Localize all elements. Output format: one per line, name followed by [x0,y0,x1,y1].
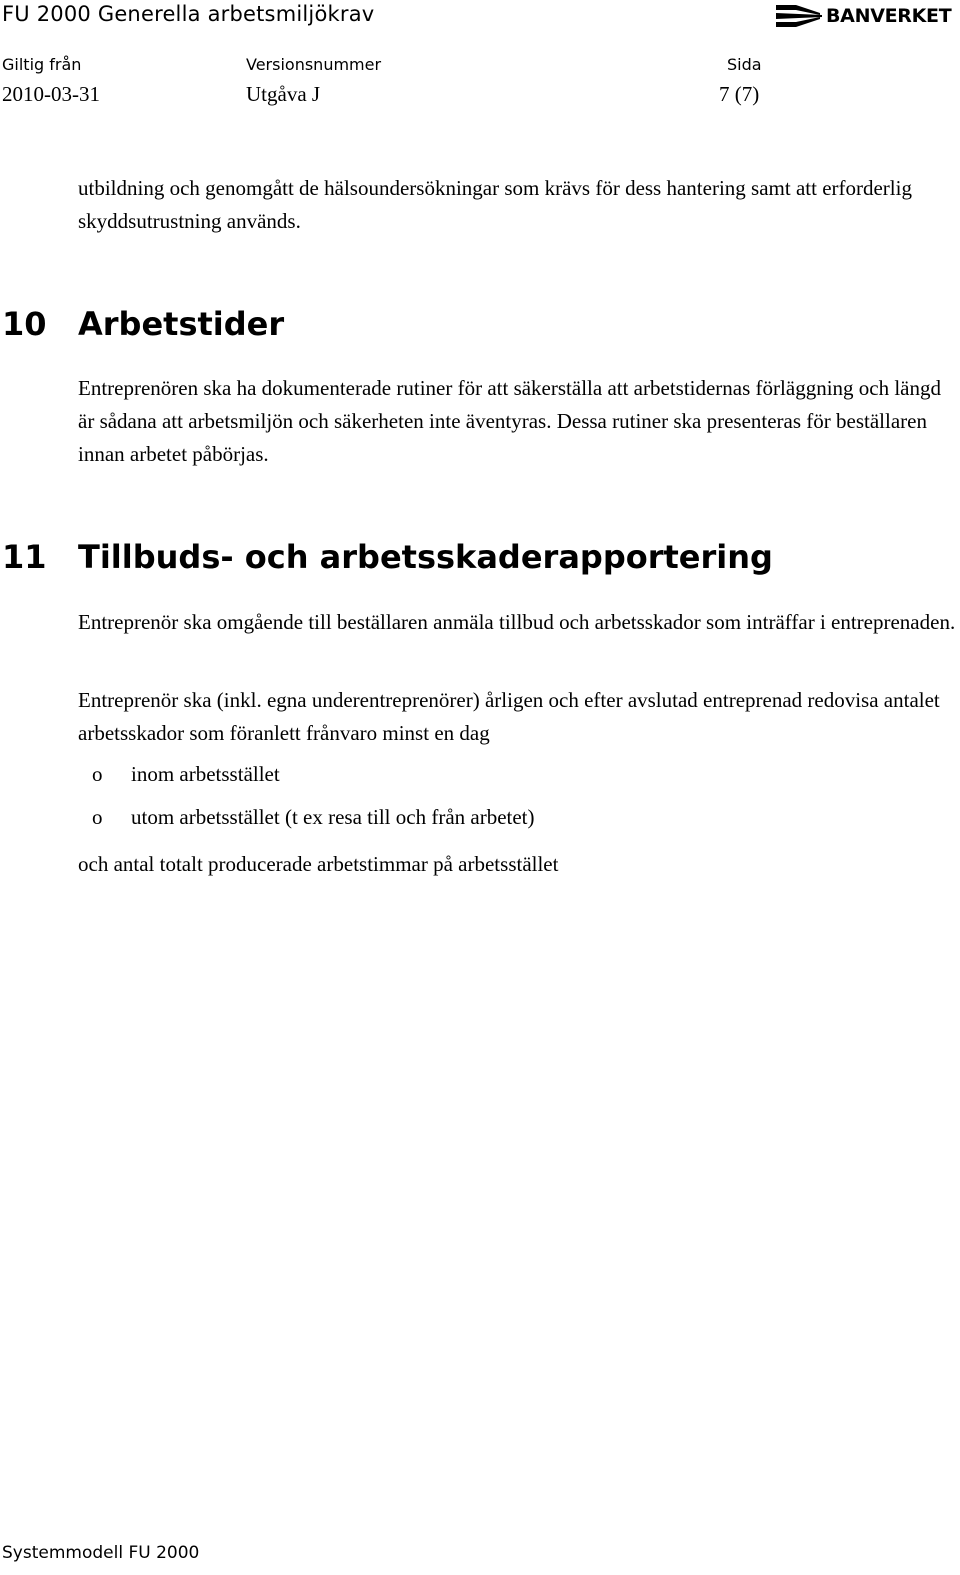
section-title: Tillbuds- och arbetsskaderapportering [78,538,773,576]
bullet-marker: o [92,805,103,829]
logo-text: BANVERKET [826,5,952,27]
valid-from-value: 2010-03-31 [2,82,100,106]
list-item: inom arbetsstället [131,762,280,786]
banverket-logo-icon [774,2,824,30]
section-10-paragraph: Entreprenören ska ha dokumenterade rutiner för att säkerställa att arbetstidernas förläggning och längd är sådana att arbetsmiljön och säkerheten inte äventyras. Dessa rutiner ska presenteras för beställaren innan arbetet påbörjas. [78,376,941,466]
valid-from-label: Giltig från [2,55,82,74]
document-title: FU 2000 Generella arbetsmiljökrav [2,2,375,26]
intro-paragraph: utbildning och genomgått de hälsoundersökningar som krävs för dess hantering samt att erforderlig skyddsutrustning används. [78,176,912,233]
page-label: Sida [727,55,762,74]
section-11-paragraph-1: Entreprenör ska omgående till beställaren anmäla tillbud och arbetsskador som inträffar i entreprenaden. [78,610,956,634]
section-11-closing: och antal totalt producerade arbetstimmar på arbetsstället [78,852,559,876]
bullet-marker: o [92,762,103,786]
section-number: 10 [2,305,47,343]
page-footer: Systemmodell FU 2000 [2,1543,200,1563]
section-11-paragraph-2: Entreprenör ska (inkl. egna underentreprenörer) årligen och efter avslutad entreprenad redovisa antalet arbetsskador som föranlett frånvaro minst en dag [78,688,940,745]
section-title: Arbetstider [78,305,285,343]
list-item: utom arbetsstället (t ex resa till och från arbetet) [131,805,535,829]
version-value: Utgåva J [246,82,321,106]
page-value: 7 (7) [719,82,760,106]
section-heading-11 [2,538,773,576]
section-number: 11 [2,538,47,576]
banverket-logo [774,2,951,30]
version-label: Versionsnummer [246,55,382,74]
section-heading-10 [2,305,284,343]
